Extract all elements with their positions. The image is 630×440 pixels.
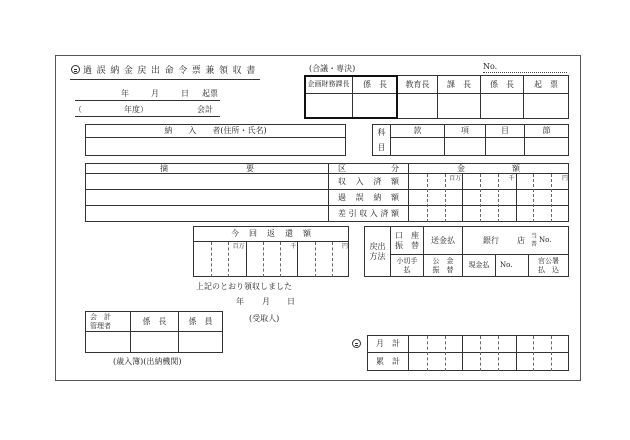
approval-stamp-cell xyxy=(481,94,524,119)
accounting-chief-header: 係 長 xyxy=(131,312,179,332)
accounting-manager-line2: 管理者 xyxy=(90,321,111,330)
circle-mark-icon xyxy=(352,339,361,348)
method-account-transfer-line2: 振 替 xyxy=(395,240,419,250)
method-government-line1: 官公署 xyxy=(538,256,559,265)
approval-header-superintendent: 教育長 xyxy=(398,76,438,94)
unit-million-label: 百万 xyxy=(449,175,462,182)
digit-divider xyxy=(263,242,264,277)
approval-stamp-cell xyxy=(524,94,569,119)
method-label-line1: 戻出 xyxy=(369,241,386,251)
issue-year-label: 年 xyxy=(121,89,129,98)
subject-header-moku: 目 xyxy=(486,125,525,138)
method-bank-number-label: No. xyxy=(539,236,552,244)
payer-header: 納 入 者(住所・氏名) xyxy=(86,125,346,138)
method-check-payment xyxy=(391,255,424,277)
summary-cell xyxy=(86,190,329,206)
summary-cell xyxy=(86,174,329,190)
subject-table xyxy=(372,124,569,156)
receipt-day-label: 日 xyxy=(287,297,295,306)
digit-divider xyxy=(516,336,517,371)
unit-yen-label: 円 xyxy=(561,175,568,182)
refund-digit-grid xyxy=(194,242,349,277)
refund-header-text: 今 回 返 還 額 xyxy=(231,229,311,238)
method-bank-label: 銀行 xyxy=(483,235,499,245)
digit-divider xyxy=(480,174,481,222)
category-row-net-received xyxy=(329,206,409,222)
method-public-transfer xyxy=(424,255,463,277)
amount-header xyxy=(409,164,569,174)
subject-header-kou: 項 xyxy=(445,125,486,138)
subject-entry-cell xyxy=(445,138,486,156)
digit-divider xyxy=(462,174,463,222)
accounting-table xyxy=(85,311,223,353)
approval-header-finance-chief: 企画財務課長 xyxy=(305,76,353,94)
receipt-statement: 上記のとおり領収しました xyxy=(196,282,292,291)
method-check-line1: 小切手 xyxy=(396,256,418,265)
category-header xyxy=(329,164,409,174)
method-label-cell xyxy=(365,227,391,277)
receipt-year-label: 年 xyxy=(236,297,244,306)
digit-divider xyxy=(427,336,428,371)
method-public-transfer-line2: 振 替 xyxy=(432,265,454,274)
method-cash-payment: 現金払 xyxy=(463,255,496,277)
subject-header-kan: 款 xyxy=(391,125,445,138)
approval-header-chief: 係 長 xyxy=(353,76,398,94)
accounting-stamp-cell xyxy=(131,332,179,353)
totals-table xyxy=(367,335,569,371)
digit-divider xyxy=(246,242,247,277)
method-label-line2: 方法 xyxy=(369,251,386,261)
approval-header-drafter: 起 票 xyxy=(524,76,569,94)
category-row-net-received-text: 差 引 収 入 済 額 xyxy=(338,208,399,218)
category-row-overpaid-text: 過 誤 納 額 xyxy=(338,192,399,202)
refund-unit-yen-label: 円 xyxy=(341,243,348,250)
approval-header-chief-2: 係 長 xyxy=(481,76,524,94)
totals-digit-grid xyxy=(409,336,569,371)
totals-cumulative-label: 累 計 xyxy=(368,353,409,371)
payer-table xyxy=(85,124,346,156)
digit-divider xyxy=(533,336,534,371)
method-account-transfer xyxy=(391,227,424,255)
method-account-transfer-line1: 口 座 xyxy=(395,230,419,240)
form-number-line xyxy=(483,72,567,73)
digit-divider xyxy=(498,336,499,371)
approval-highlight-box xyxy=(304,75,398,119)
subject-entry-cell xyxy=(391,138,445,156)
method-remittance: 送金払 xyxy=(424,227,463,255)
summary-header xyxy=(86,164,329,174)
digit-divider xyxy=(533,174,534,222)
recipient-label: (受取人) xyxy=(249,314,280,323)
digit-divider xyxy=(498,174,499,222)
detail-table xyxy=(85,163,569,222)
method-government-line2: 払 込 xyxy=(538,265,559,274)
digit-divider xyxy=(462,336,463,371)
refund-method-table xyxy=(364,226,569,277)
subject-label-cell xyxy=(373,125,391,156)
amount-header-text: 金 額 xyxy=(457,163,520,173)
digit-divider xyxy=(551,336,552,371)
refund-table xyxy=(193,226,349,277)
category-row-received-text: 収 入 済 額 xyxy=(338,176,399,186)
digit-divider xyxy=(445,174,446,222)
accounting-stamp-cell xyxy=(179,332,223,353)
digit-divider xyxy=(211,242,212,277)
issue-day-label: 日 xyxy=(181,89,189,98)
form-number-label: No. xyxy=(483,62,498,71)
refund-header xyxy=(194,227,349,242)
digit-divider xyxy=(427,174,428,222)
totals-monthly-label: 月 計 xyxy=(368,336,409,353)
approval-header-section-head: 課 長 xyxy=(438,76,481,94)
approval-stamp-cell xyxy=(398,94,438,119)
digit-divider xyxy=(551,174,552,222)
category-row-overpaid xyxy=(329,190,409,206)
accounting-staff-header: 係 員 xyxy=(179,312,223,332)
digit-divider xyxy=(332,242,333,277)
method-bank-cell xyxy=(463,227,569,255)
fiscal-paren: （ xyxy=(74,105,82,114)
subject-entry-cell xyxy=(525,138,569,156)
method-government-payment xyxy=(529,255,569,277)
digit-divider xyxy=(228,242,229,277)
summary-header-text: 摘 要 xyxy=(160,163,254,173)
category-header-text: 区 分 xyxy=(338,163,399,173)
consultation-label: (合議・専決) xyxy=(309,64,356,73)
method-branch-label: 店 xyxy=(517,235,525,245)
method-account-type-current: 当 xyxy=(531,232,538,240)
summary-cell xyxy=(86,206,329,222)
method-number-cell: No. xyxy=(496,255,529,277)
form-title: 過誤納金戻出命令票兼領収書 xyxy=(83,66,260,76)
title-underline xyxy=(70,79,260,80)
subject-header-setsu: 節 xyxy=(525,125,569,138)
refund-unit-million-label: 百万 xyxy=(232,243,245,250)
issue-month-label: 月 xyxy=(151,89,159,98)
subject-label-top: 科 xyxy=(377,127,386,137)
method-account-type xyxy=(531,233,537,249)
method-account-type-savings: 普 xyxy=(531,240,538,248)
subject-label-bottom: 目 xyxy=(377,142,386,152)
subject-entry-cell xyxy=(486,138,525,156)
fiscal-year-label: 年度） xyxy=(124,105,148,114)
category-row-received xyxy=(329,174,409,190)
digit-divider xyxy=(445,336,446,371)
receipt-month-label: 月 xyxy=(262,297,270,306)
digit-divider xyxy=(516,174,517,222)
digit-divider xyxy=(480,336,481,371)
unit-thousand-label: 千 xyxy=(508,175,515,182)
issue-suffix-label: 起票 xyxy=(202,89,218,98)
accounting-manager-header xyxy=(86,312,131,332)
digit-divider xyxy=(297,242,298,277)
detail-digit-grid xyxy=(409,174,569,222)
fiscal-account-label: 会計 xyxy=(197,105,213,114)
accounting-manager-line1: 会 計 xyxy=(90,312,111,321)
payer-entry-cell xyxy=(86,138,346,156)
issue-date-underline xyxy=(75,100,220,101)
refund-unit-thousand-label: 千 xyxy=(290,243,297,250)
circle-mark-icon xyxy=(71,65,80,74)
method-check-line2: 払 xyxy=(403,265,411,274)
method-public-transfer-line1: 公 金 xyxy=(432,256,454,265)
accounting-stamp-cell xyxy=(86,332,131,353)
digit-divider xyxy=(280,242,281,277)
ledger-note: (歳入簿)(出納機関) xyxy=(113,357,182,366)
approval-stamp-cell xyxy=(438,94,481,119)
fiscal-underline xyxy=(75,116,220,117)
digit-divider xyxy=(315,242,316,277)
